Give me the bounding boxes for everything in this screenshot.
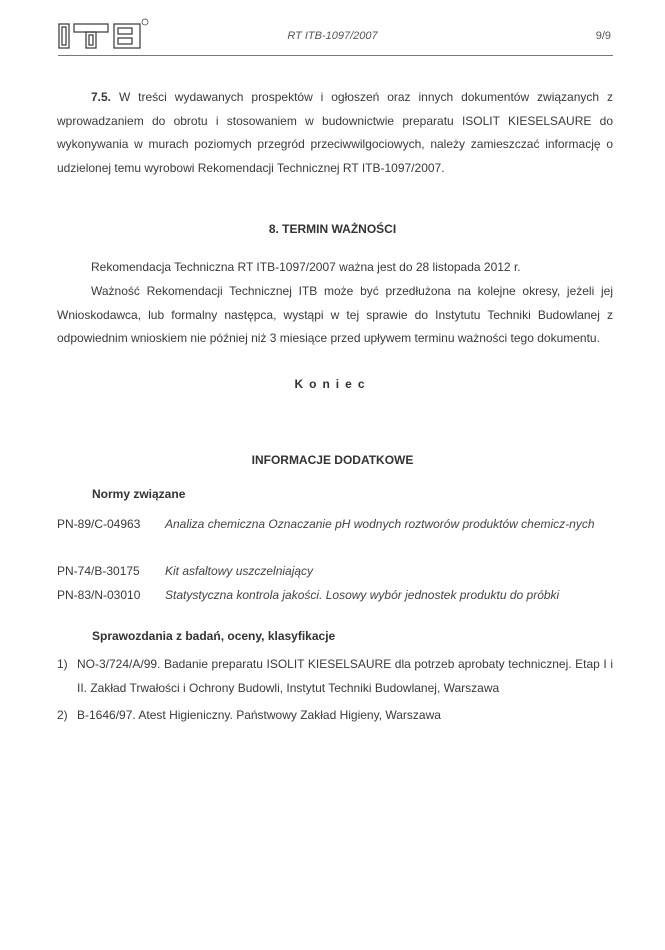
section-8-heading: 8. TERMIN WAŻNOŚCI <box>268 222 397 236</box>
validity-paragraph: Rekomendacja Techniczna RT ITB-1097/2007 ważna jest do 28 listopada 2012 r. <box>91 260 521 274</box>
extension-paragraph: Ważność Rekomendacji Technicznej ITB może być przedłużona na kolejne okresy, jeżeli jej Wnioskodawca, lub formalny następca, wystąpi w tej sprawie do Instytutu Techniki Budowlanej z odpowiednim wnioskiem nie później niż 3 miesiące przed upływem terminu ważności tego dokumentu. <box>57 284 613 345</box>
report-index: 2) <box>57 708 68 722</box>
paragraph-7-5 <box>57 86 613 180</box>
norm-code: PN-74/B-30175 <box>57 564 140 578</box>
report-text: B-1646/97. Atest Higieniczny. Państwowy Zakład Higieny, Warszawa <box>77 708 441 722</box>
norm-code: PN-83/N-03010 <box>57 588 141 602</box>
norm-title: Analiza chemiczna Oznaczanie pH wodnych roztworów produktów chemicz-nych <box>165 517 595 531</box>
page-header <box>0 0 665 60</box>
page-number: 9/9 <box>595 30 611 42</box>
paragraph-7-5-text: W treści wydawanych prospektów i ogłoszeń oraz innych dokumentów związanych z wprowadzaniem do obrotu i stosowaniem w budownictwie preparatu ISOLIT KIESELSAURE do wykonywania w murach poziomych przegród przeciwwilgociowych, należy zamieszczać informację o udzielonej temu wyrobowi Rekomendacji Technicznej RT ITB-1097/2007. <box>57 90 613 175</box>
norm-title: Kit asfaltowy uszczelniający <box>165 564 314 578</box>
additional-info-heading: INFORMACJE DODATKOWE <box>251 453 414 467</box>
document-reference: RT ITB-1097/2007 <box>287 30 378 42</box>
reports-heading: Sprawozdania z badań, oceny, klasyfikacje <box>92 629 336 643</box>
section-number: 7.5. <box>91 90 112 104</box>
end-marker: Koniec <box>294 377 371 391</box>
header-divider <box>58 55 613 56</box>
norm-code: PN-89/C-04963 <box>57 517 141 531</box>
report-text: NO-3/724/A/99. Badanie preparatu ISOLIT KIESELSAURE dla potrzeb aprobaty technicznej. Etap I i II. Zakład Trwałości i Ochrony Budowli, Instytut Techniki Budowlanej, Warszawa <box>77 657 613 695</box>
norm-title: Statystyczna kontrola jakości. Losowy wybór jednostek produktu do próbki <box>165 588 560 602</box>
report-index: 1) <box>57 657 68 671</box>
norms-heading: Normy związane <box>92 487 186 501</box>
